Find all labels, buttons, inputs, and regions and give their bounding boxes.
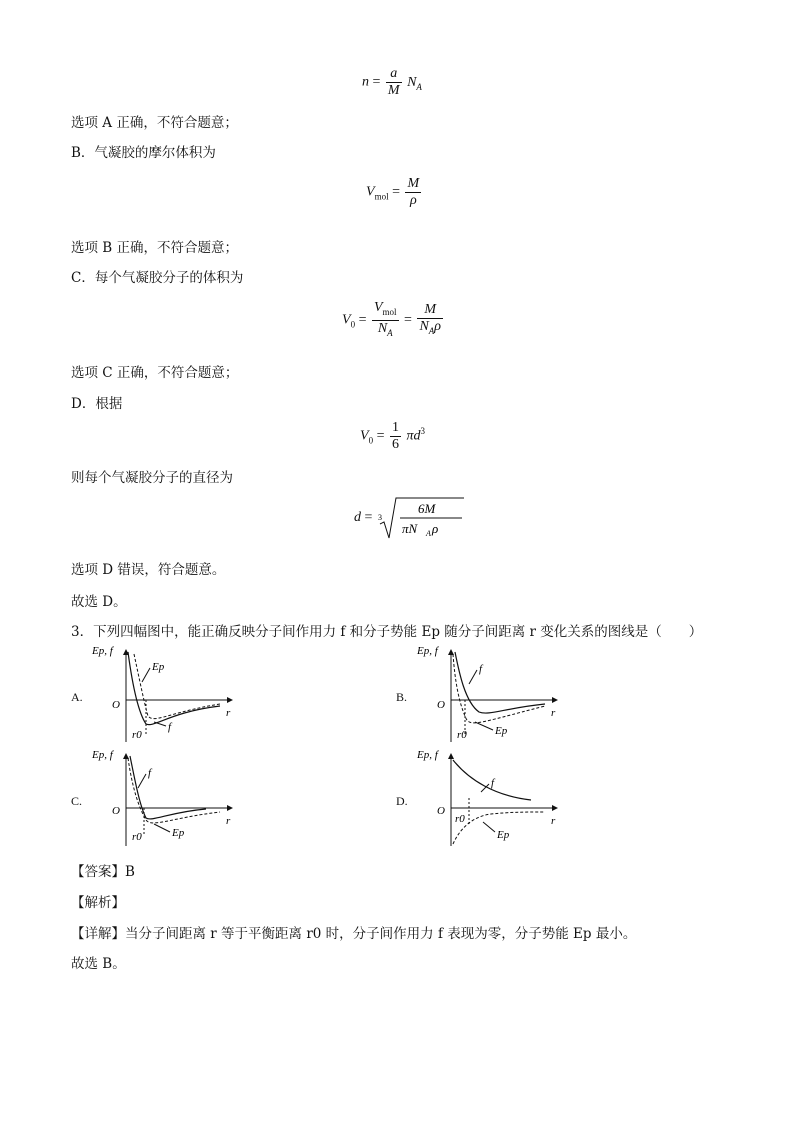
r-label: r (551, 707, 556, 719)
formula-v0: $V_0$ = $\frac{V_{mol}}{N_A}$ = $\frac{M}{N_A\rho}$ (342, 300, 442, 338)
solution-a-conclusion: 选项 A 正确，不符合题意； (71, 115, 238, 131)
option-a-label: A. (71, 690, 83, 704)
graph-d (415, 746, 565, 848)
f-label: f (479, 663, 483, 675)
svg-text:6M: 6M (417, 501, 436, 516)
r0-label: r0 (132, 729, 142, 741)
solution-d-conclusion: 选项 D 错误，符合题意。 (71, 562, 226, 578)
axis-label: Ep, f (417, 645, 438, 657)
graph-a (90, 642, 240, 744)
answer-value: B (125, 864, 135, 880)
formula-vmol: $V_{mol}$ = $\frac{M}{\rho}$ (366, 176, 420, 208)
ep-label: Ep (172, 827, 185, 839)
answer-choose: 故选 B。 (71, 956, 126, 972)
detail-text: 当分子间距离 r 等于平衡距离 r0 时，分子间作用力 f 表现为零，分子势能 Ep 最小。 (125, 926, 637, 942)
solution-b-head: B．气凝胶的摩尔体积为 (71, 145, 216, 161)
formula-n: n = $\frac{a}{M}$ $N_A$ (362, 66, 422, 98)
formula-d: d = 3 6M πN A ρ (354, 496, 466, 540)
svg-text:πN: πN (401, 521, 418, 536)
detail-line (71, 922, 636, 942)
axis-label: Ep, f (92, 645, 113, 657)
origin-label: O (112, 805, 120, 817)
f-label: f (148, 767, 152, 779)
origin-label: O (437, 699, 445, 711)
f-label: f (168, 721, 172, 733)
ep-label: Ep (152, 661, 165, 673)
option-b-label: B. (396, 690, 408, 704)
axis-label: Ep, f (92, 749, 113, 761)
graph-b (415, 642, 565, 744)
cube-root (376, 496, 466, 540)
origin-label: O (112, 699, 120, 711)
r0-label: r0 (455, 813, 465, 825)
solution-c-conclusion: 选项 C 正确，不符合题意； (71, 365, 239, 381)
solution-d-mid: 则每个气凝胶分子的直径为 (71, 470, 233, 486)
question-stem: 3．下列四幅图中，能正确反映分子间作用力 f 和分子势能 Ep 随分子间距离 r 变化关系的图线是（ ） (71, 624, 703, 640)
answer-line (71, 860, 135, 880)
answer-label: 【答案】 (71, 864, 125, 880)
f-label: f (491, 777, 495, 789)
r0-label: r0 (457, 729, 467, 741)
option-c-label: C. (71, 794, 83, 808)
option-d-label: D. (396, 794, 408, 808)
ep-label: Ep (495, 725, 508, 737)
solution-choose: 故选 D。 (71, 594, 127, 610)
r-label: r (226, 707, 231, 719)
svg-text:3: 3 (377, 513, 382, 522)
formula-v0-d: $V_0$ = $\frac{1}{6}$ $\pi d^3$ (360, 420, 425, 452)
analysis-label: 【解析】 (71, 895, 125, 911)
axis-label: Ep, f (417, 749, 438, 761)
svg-text:A: A (425, 529, 431, 538)
graph-c (90, 746, 240, 848)
r-label: r (551, 815, 556, 827)
detail-label: 【详解】 (71, 926, 125, 942)
svg-text:ρ: ρ (431, 521, 439, 536)
r0-label: r0 (132, 831, 142, 843)
origin-label: O (437, 805, 445, 817)
solution-d-head: D．根据 (71, 396, 123, 412)
solution-b-conclusion: 选项 B 正确，不符合题意； (71, 240, 239, 256)
solution-c-head: C．每个气凝胶分子的体积为 (71, 270, 244, 286)
ep-label: Ep (497, 829, 510, 841)
r-label: r (226, 815, 231, 827)
